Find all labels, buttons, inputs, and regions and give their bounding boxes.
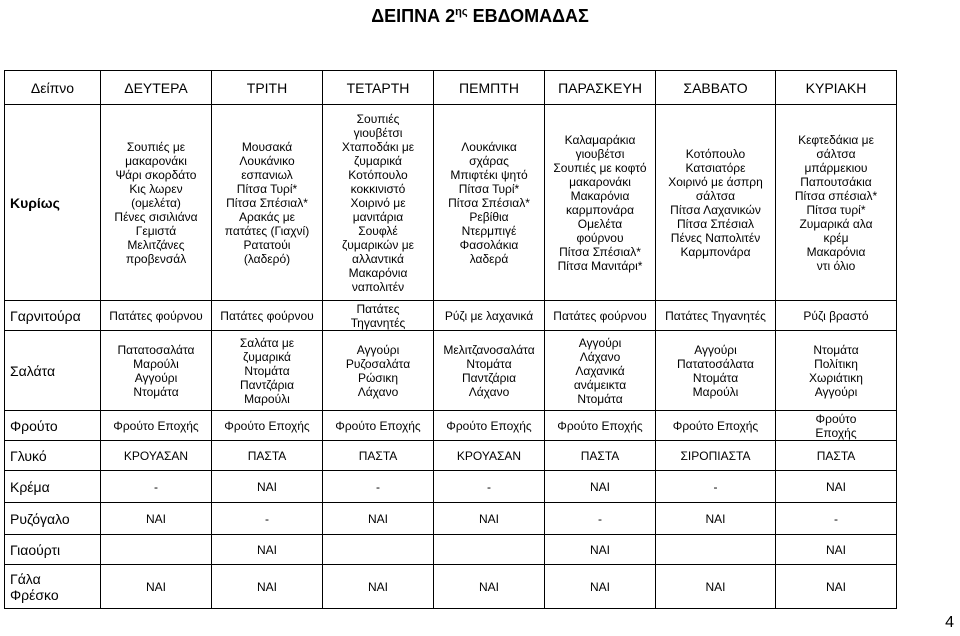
table-cell: ΝΑΙ	[212, 535, 323, 565]
header-day: ΠΕΜΠΤΗ	[434, 71, 545, 105]
table-cell: ΝΑΙ	[323, 565, 434, 609]
table-cell: ΝΑΙ	[545, 565, 656, 609]
table-cell: ΝΑΙ	[101, 565, 212, 609]
table-cell: Φρούτο Εποχής	[212, 411, 323, 441]
row-label: Γάλα Φρέσκο	[5, 565, 101, 609]
table-cell: Λουκάνικα σχάρας Μπιφτέκι ψητό Πίτσα Τυρί* Πίτσα Σπέσιαλ* Ρεβίθια Ντερμπιγέ Φασολάκια λαδερά	[434, 105, 545, 301]
header-day: ΚΥΡΙΑΚΗ	[776, 71, 897, 105]
row-label: Σαλάτα	[5, 331, 101, 411]
table-cell: ΠΑΣΤΑ	[776, 441, 897, 471]
table-row	[5, 331, 897, 411]
table-cell: Πατάτες Τηγανητές	[323, 301, 434, 331]
table-cell	[101, 535, 212, 565]
table-cell: ΚΡΟΥΑΣΑΝ	[434, 441, 545, 471]
table-cell: Ρύζι με λαχανικά	[434, 301, 545, 331]
row-label: Κρέμα	[5, 471, 101, 503]
table-cell: -	[101, 471, 212, 503]
row-label: Φρούτο	[5, 411, 101, 441]
row-label: Ρυζόγαλο	[5, 503, 101, 535]
table-row	[5, 503, 897, 535]
menu-table	[4, 70, 897, 609]
table-cell: Σουπιές με μακαρονάκι Ψάρι σκορδάτο Κις λωρεν (ομελέτα) Πένες σισιλιάνα Γεμιστά Μελιτζάνες προβενσάλ	[101, 105, 212, 301]
table-cell: Φρούτο Εποχής	[101, 411, 212, 441]
header-corner: Δείπνο	[5, 71, 101, 105]
table-row	[5, 565, 897, 609]
table-cell: ΝΑΙ	[776, 535, 897, 565]
table-cell: Φρούτο Εποχής	[545, 411, 656, 441]
header-day: ΤΕΤΑΡΤΗ	[323, 71, 434, 105]
table-cell: Πατάτες φούρνου	[545, 301, 656, 331]
table-cell: ΝΑΙ	[656, 565, 776, 609]
table-cell: Ρύζι βραστό	[776, 301, 897, 331]
page-title: ΔΕΙΠΝΑ $2^{\eta\varsigma}$ ΕΒΔΟΜΑΔΑΣ	[371, 6, 589, 26]
table-cell: Μελιτζανοσαλάτα Ντομάτα Παντζάρια Λάχανο	[434, 331, 545, 411]
table-cell: Πατάτες Τηγανητές	[656, 301, 776, 331]
table-row	[5, 411, 897, 441]
table-cell: Φρούτο Εποχής	[776, 411, 897, 441]
table-row	[5, 471, 897, 503]
table-cell: Κοτόπουλο Κατσιατόρε Χοιρινό με άσπρη σάλτσα Πίτσα Λαχανικών Πίτσα Σπέσιαλ Πένες Ναπολιτέν Καρμπονάρα	[656, 105, 776, 301]
table-cell: Πατάτες φούρνου	[212, 301, 323, 331]
table-cell: Μουσακά Λουκάνικο εσπανιωλ Πίτσα Τυρί* Πίτσα Σπέσιαλ* Αρακάς με πατάτες (Γιαχνί) Ρατατούι (λαδερό)	[212, 105, 323, 301]
table-cell: Φρούτο Εποχής	[323, 411, 434, 441]
table-row	[5, 535, 897, 565]
table-cell: ΣΙΡΟΠΙΑΣΤΑ	[656, 441, 776, 471]
table-cell: -	[776, 503, 897, 535]
table-cell: ΝΑΙ	[545, 535, 656, 565]
table-cell: Πατάτες φούρνου	[101, 301, 212, 331]
table-cell: ΝΑΙ	[545, 471, 656, 503]
row-label: Γλυκό	[5, 441, 101, 471]
table-cell: ΝΑΙ	[656, 503, 776, 535]
table-cell: ΠΑΣΤΑ	[545, 441, 656, 471]
table-row	[5, 441, 897, 471]
table-cell	[656, 535, 776, 565]
row-label: Γιαούρτι	[5, 535, 101, 565]
table-cell: Κεφτεδάκια με σάλτσα μπάρμεκιου Παπουτσάκια Πίτσα σπέσιαλ* Πίτσα τυρί* Ζυμαρικά αλα κρέμ Μακαρόνια ντι όλιο	[776, 105, 897, 301]
table-cell: ΝΑΙ	[776, 471, 897, 503]
header-row	[5, 71, 897, 105]
table-cell: Αγγούρι Πατατοσάλατα Ντομάτα Μαρούλι	[656, 331, 776, 411]
table-cell: -	[545, 503, 656, 535]
table-cell: Σαλάτα με ζυμαρικά Ντομάτα Παντζάρια Μαρούλι	[212, 331, 323, 411]
table-cell: ΝΑΙ	[101, 503, 212, 535]
table-cell	[323, 535, 434, 565]
table-cell: Αγγούρι Λάχανο Λαχανικά ανάμεικτα Ντομάτα	[545, 331, 656, 411]
table-cell	[434, 535, 545, 565]
table-cell: ΝΑΙ	[434, 503, 545, 535]
row-label: Κυρίως	[5, 105, 101, 301]
row-label: Γαρνιτούρα	[5, 301, 101, 331]
table-cell: Καλαμαράκια γιουβέτσι Σουπιές με κοφτό μακαρονάκι Μακαρόνια καρμπονάρα Ομελέτα φούρνου Πίτσα Σπέσιαλ* Πίτσα Μανιτάρι*	[545, 105, 656, 301]
table-cell: Πατατοσαλάτα Μαρούλι Αγγούρι Ντομάτα	[101, 331, 212, 411]
table-cell: Αγγούρι Ρυζοσαλάτα Ρώσικη Λάχανο	[323, 331, 434, 411]
page-number: 4	[945, 614, 954, 631]
table-cell: Ντομάτα Πολίτικη Χωριάτικη Αγγούρι	[776, 331, 897, 411]
table-cell: -	[212, 503, 323, 535]
header-day: ΔΕΥΤΕΡΑ	[101, 71, 212, 105]
table-cell: Φρούτο Εποχής	[656, 411, 776, 441]
header-day: ΠΑΡΑΣΚΕΥΗ	[545, 71, 656, 105]
table-cell: Φρούτο Εποχής	[434, 411, 545, 441]
header-day: ΤΡΙΤΗ	[212, 71, 323, 105]
table-cell: Σουπιές γιουβέτσι Χταποδάκι με ζυμαρικά Κοτόπουλο κοκκινιστό Χοιρινό με μανιτάρια Σουφλέ ζυμαρικών με αλλαντικά Μακαρόνια ναπολιτέν	[323, 105, 434, 301]
table-cell: -	[656, 471, 776, 503]
table-cell: ΝΑΙ	[212, 471, 323, 503]
table-cell: -	[323, 471, 434, 503]
table-cell: ΠΑΣΤΑ	[323, 441, 434, 471]
header-day: ΣΑΒΒΑΤΟ	[656, 71, 776, 105]
table-cell: -	[434, 471, 545, 503]
table-cell: ΠΑΣΤΑ	[212, 441, 323, 471]
table-cell: ΝΑΙ	[776, 565, 897, 609]
table-cell: ΚΡΟΥΑΣΑΝ	[101, 441, 212, 471]
table-cell: ΝΑΙ	[323, 503, 434, 535]
table-row	[5, 105, 897, 301]
table-row	[5, 301, 897, 331]
table-cell: ΝΑΙ	[212, 565, 323, 609]
table-cell: ΝΑΙ	[434, 565, 545, 609]
